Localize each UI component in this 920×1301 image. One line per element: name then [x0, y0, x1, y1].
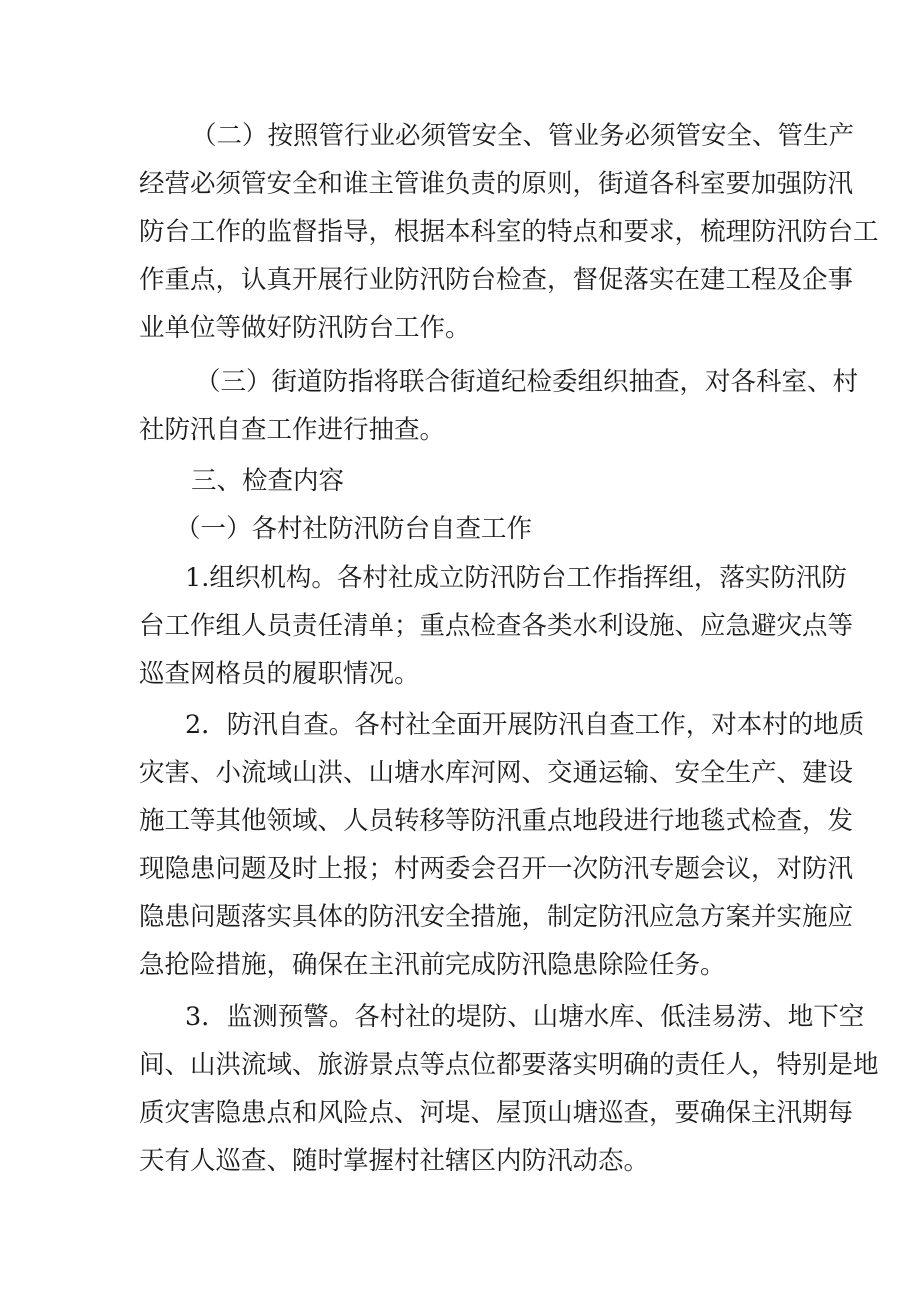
item-2-line-1: 2．防汛自查。各村社全面开展防汛自查工作，对本村的地质: [185, 710, 865, 740]
paragraph-3-line-2: 社防汛自查工作进行抽查。: [139, 415, 446, 445]
item-3-line-3: 质灾害隐患点和风险点、河堤、屋顶山塘巡查，要确保主汛期每: [139, 1098, 854, 1128]
paragraph-3-line-1: （三）街道防指将联合街道纪检委组织抽查，对各科室、村: [195, 367, 859, 397]
item-1-line-3: 巡查网格员的履职情况。: [139, 659, 420, 689]
subsection-heading: （一）各村社防汛防台自查工作: [175, 514, 533, 544]
item-2-line-2: 灾害、小流域山洪、山塘水库河网、交通运输、安全生产、建设: [139, 758, 854, 788]
item-2-line-4: 现隐患问题及时上报；村两委会召开一次防汛专题会议，对防汛: [139, 854, 854, 884]
paragraph-2-line-4: 作重点，认真开展行业防汛防台检查，督促落实在建工程及企事: [139, 265, 854, 295]
paragraph-2-line-2: 经营必须管安全和谁主管谁负责的原则，街道各科室要加强防汛: [139, 169, 854, 199]
item-3-line-1: 3．监测预警。各村社的堤防、山塘水库、低洼易涝、地下空: [185, 1002, 865, 1032]
item-1-line-1: 1.组织机构。各村社成立防汛防台工作指挥组，落实防汛防: [185, 563, 847, 593]
paragraph-2-line-1: （二）按照管行业必须管安全、管业务必须管安全、管生产: [191, 121, 855, 151]
item-3-line-2: 间、山洪流域、旅游景点等点位都要落实明确的责任人，特别是地: [139, 1050, 879, 1080]
item-3-line-4: 天有人巡查、随时掌握村社辖区内防汛动态。: [139, 1146, 650, 1176]
item-2-line-5: 隐患问题落实具体的防汛安全措施，制定防汛应急方案并实施应: [139, 902, 854, 932]
paragraph-2-line-5: 业单位等做好防汛防台工作。: [139, 313, 471, 343]
paragraph-2-line-3: 防台工作的监督指导，根据本科室的特点和要求，梳理防汛防台工: [139, 217, 879, 247]
item-1-line-2: 台工作组人员责任清单；重点检查各类水利设施、应急避灾点等: [139, 611, 854, 641]
section-heading: 三、检查内容: [191, 466, 345, 496]
item-2-line-6: 急抢险措施，确保在主汛前完成防汛隐患除险任务。: [139, 950, 726, 980]
item-2-line-3: 施工等其他领域、人员转移等防汛重点地段进行地毯式检查，发: [139, 806, 854, 836]
